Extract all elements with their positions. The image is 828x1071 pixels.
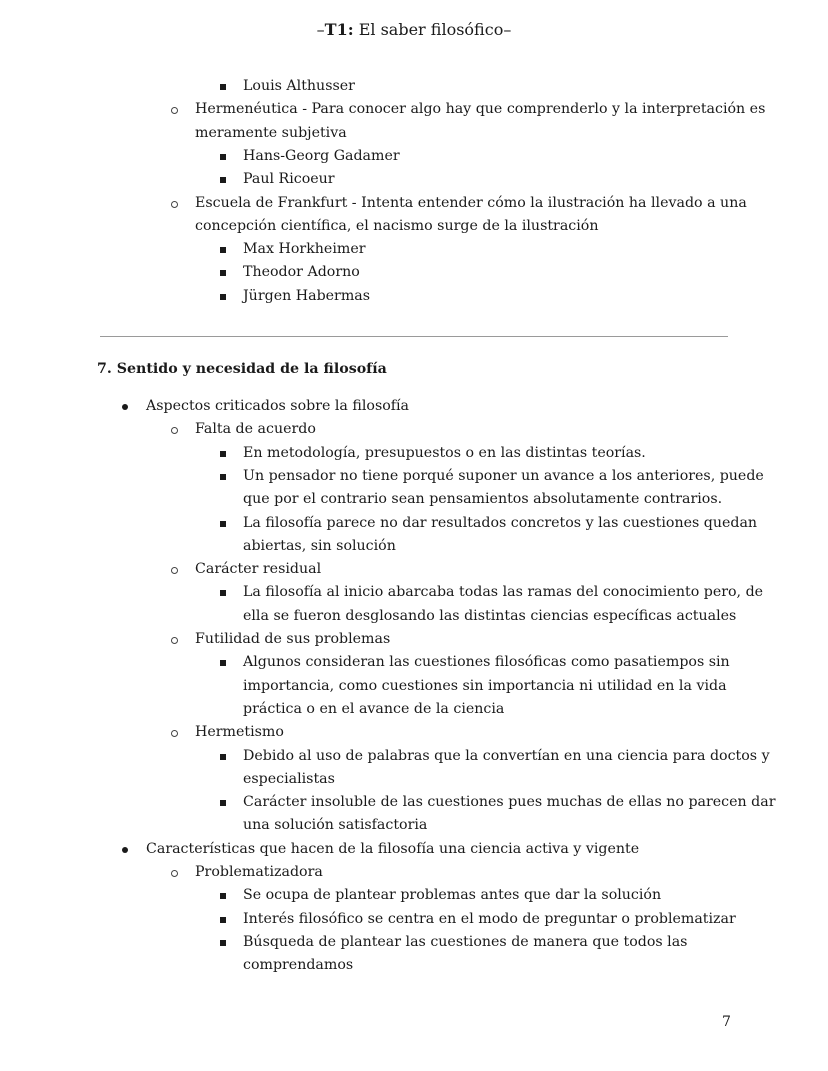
circle-bullet-icon — [171, 637, 178, 644]
square-bullet-icon — [220, 177, 226, 183]
list-item-text: Hermetismo — [195, 724, 284, 741]
list-item-text: meramente subjetiva — [195, 124, 347, 141]
square-bullet-icon — [220, 84, 226, 90]
list-item-text: Aspectos criticados sobre la filosofía — [146, 398, 410, 414]
list-item-level-2 — [195, 192, 747, 215]
list-item-level-3 — [243, 884, 661, 907]
list-item-text: concepción científica, el nacismo surge de la ilustración — [195, 217, 599, 234]
list-item-level-3 — [243, 581, 763, 604]
disc-bullet-icon — [122, 404, 128, 410]
header-topic-label: T1: — [324, 20, 354, 39]
list-item-text: abiertas, sin solución — [243, 537, 396, 554]
list-item-level-3 — [243, 512, 757, 535]
list-item-level-3 — [243, 261, 360, 284]
header-title: El saber filosófico — [353, 20, 504, 39]
list-item-text: Carácter insoluble de las cuestiones pues muchas de ellas no parecen dar — [243, 794, 776, 811]
square-bullet-icon — [220, 917, 226, 923]
square-bullet-icon — [220, 474, 226, 480]
list-item-level-3 — [243, 908, 736, 931]
list-item-level-3 — [243, 168, 335, 191]
list-item-text: En metodología, presupuestos o en las distintas teorías. — [243, 444, 646, 461]
list-item-text: Debido al uso de palabras que la convertían en una ciencia para doctos y — [243, 747, 770, 764]
list-item-level-2 — [195, 861, 323, 884]
list-item-text: una solución satisfactoria — [243, 817, 428, 834]
list-item-level-1 — [146, 838, 639, 861]
list-item-level-3 — [243, 651, 730, 674]
list-item-text: comprendamos — [243, 957, 354, 974]
list-item-text: Theodor Adorno — [243, 264, 360, 281]
header-dash-left: – — [316, 20, 325, 39]
square-bullet-icon — [220, 590, 226, 596]
list-item-level-2 — [195, 558, 321, 581]
list-item-text: Carácter residual — [195, 561, 322, 578]
list-item-text: Problematizadora — [195, 864, 323, 880]
list-item-text: Un pensador no tiene porqué suponer un avance a los anteriores, puede — [243, 467, 764, 484]
list-item-continuation — [195, 215, 598, 238]
square-bullet-icon — [220, 893, 226, 899]
square-bullet-icon — [220, 660, 226, 666]
list-item-text: Falta de acuerdo — [195, 421, 316, 438]
list-item-text: Algunos consideran las cuestiones filosóficas como pasatiempos sin — [243, 654, 730, 671]
list-item-level-3 — [243, 285, 370, 308]
list-item-text: Louis Althusser — [243, 78, 355, 94]
list-item-text: que por el contrario sean pensamientos absolutamente contrarios. — [243, 491, 723, 508]
list-item-text: Búsqueda de plantear las cuestiones de manera que todos las — [243, 933, 688, 950]
circle-bullet-icon — [171, 870, 178, 877]
list-item-text: Características que hacen de la filosofía una ciencia activa y vigente — [146, 840, 640, 857]
list-item-text: Hermenéutica - Para conocer algo hay que comprenderlo y la interpretación es — [195, 101, 766, 118]
list-item-text: La filosofía parece no dar resultados concretos y las cuestiones quedan — [243, 514, 758, 531]
square-bullet-icon — [220, 154, 226, 160]
square-bullet-icon — [220, 294, 226, 300]
list-item-text: práctica o en el avance de la ciencia — [243, 700, 505, 717]
list-item-continuation — [243, 768, 335, 791]
square-bullet-icon — [220, 754, 226, 760]
list-item-text: Escuela de Frankfurt - Intenta entender cómo la ilustración ha llevado a una — [195, 194, 747, 211]
square-bullet-icon — [220, 521, 226, 527]
list-item-level-3 — [243, 465, 764, 488]
list-item-text: Interés filosófico se centra en el modo de preguntar o problematizar — [243, 910, 736, 927]
list-item-level-2 — [195, 721, 284, 744]
square-bullet-icon — [220, 800, 226, 806]
list-item-text: Jürgen Habermas — [243, 287, 371, 304]
list-item-text: Hans-Georg Gadamer — [243, 147, 400, 164]
list-item-continuation — [243, 605, 736, 628]
list-item-text: Paul Ricoeur — [243, 171, 335, 188]
list-item-text: Max Horkheimer — [243, 241, 366, 258]
square-bullet-icon — [220, 451, 226, 457]
section-heading: 7. Sentido y necesidad de la filosofía — [97, 361, 387, 377]
page-header — [0, 18, 828, 42]
list-item-level-3 — [243, 238, 366, 261]
list-item-level-3 — [243, 931, 687, 954]
list-item-level-2 — [195, 628, 390, 651]
square-bullet-icon — [220, 270, 226, 276]
list-item-text: ella se fueron desglosando las distintas ciencias específicas actuales — [243, 607, 737, 624]
list-item-level-2 — [195, 98, 765, 121]
list-item-text: Se ocupa de plantear problemas antes que dar la solución — [243, 887, 662, 904]
section-divider — [100, 336, 728, 337]
list-item-continuation — [195, 122, 347, 145]
list-item-continuation — [243, 675, 727, 698]
list-item-level-3 — [243, 791, 775, 814]
square-bullet-icon — [220, 247, 226, 253]
list-item-text: Futilidad de sus problemas — [195, 631, 391, 647]
list-item-text: La filosofía al inicio abarcaba todas las ramas del conocimiento pero, de — [243, 584, 764, 601]
list-item-continuation — [243, 954, 353, 977]
circle-bullet-icon — [171, 201, 178, 208]
list-item-level-3 — [243, 145, 400, 168]
page-number: 7 — [722, 1014, 731, 1030]
list-item-continuation — [243, 814, 427, 837]
list-item-level-2 — [195, 418, 316, 441]
list-item-level-1 — [146, 395, 409, 418]
circle-bullet-icon — [171, 567, 178, 574]
circle-bullet-icon — [171, 427, 178, 434]
square-bullet-icon — [220, 940, 226, 946]
list-item-text: importancia, como cuestiones sin importancia ni utilidad en la vida — [243, 677, 727, 694]
header-dash-right: – — [503, 20, 512, 39]
circle-bullet-icon — [171, 107, 178, 114]
list-item-continuation — [243, 698, 504, 721]
list-item-text: especialistas — [243, 770, 335, 787]
list-item-level-3 — [243, 745, 770, 768]
list-item-level-3 — [243, 75, 355, 98]
list-item-continuation — [243, 535, 396, 558]
list-item-level-3 — [243, 442, 646, 465]
list-item-continuation — [243, 488, 722, 511]
circle-bullet-icon — [171, 730, 178, 737]
disc-bullet-icon — [122, 847, 128, 853]
